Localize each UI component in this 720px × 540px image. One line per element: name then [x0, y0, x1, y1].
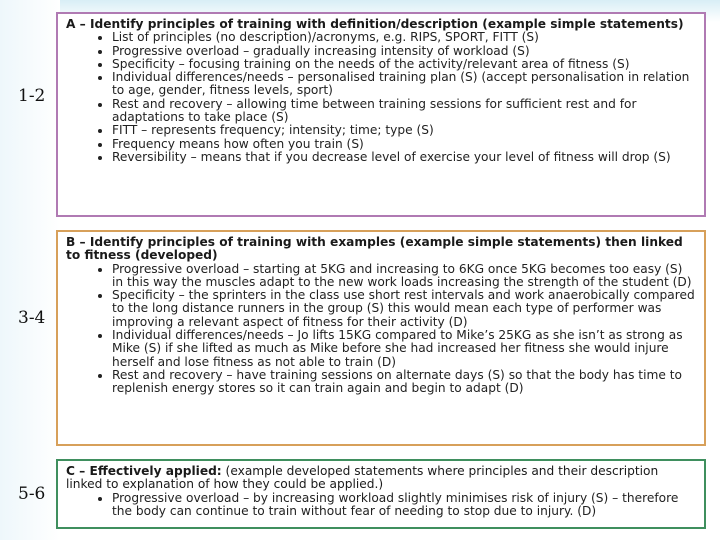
band-a-heading: A – Identify principles of training with definition/description (example simple statements): [66, 17, 684, 31]
list-item: • Individual differences/needs – Jo lifts 15KG compared to Mike’s 25KG as she isn’t as strong as Mike (S) if she lifted as much as Mike before she had increased her fitness she would injure herself and lose fitness as not able to train (D): [112, 329, 696, 369]
list-item: • Progressive overload – gradually increasing intensity of workload (S): [112, 45, 696, 58]
list-item: • Specificity – focusing training on the needs of the activity/relevant area of fitness (S): [112, 58, 696, 71]
list-item: • Rest and recovery – have training sessions on alternate days (S) so that the body has time to replenish energy stores so it can train again and begin to adapt (D): [112, 369, 696, 396]
level-label-3-4: 3-4: [18, 308, 46, 328]
list-item: • Rest and recovery – allowing time between training sessions for sufficient rest and for adaptations to take place (S): [112, 98, 696, 125]
level-label-5-6: 5-6: [18, 484, 46, 504]
band-c-heading-bold: C – Effectively applied:: [66, 464, 222, 478]
band-c-list: [66, 492, 696, 519]
band-a-box: [56, 12, 706, 217]
band-c-box: [56, 459, 706, 529]
band-c-heading: [66, 465, 696, 492]
list-item: • FITT – represents frequency; intensity; time; type (S): [112, 124, 696, 137]
level-label-1-2: 1-2: [18, 86, 46, 106]
list-item: • List of principles (no description)/acronyms, e.g. RIPS, SPORT, FITT (S): [112, 31, 696, 44]
band-b-box: [56, 230, 706, 446]
list-item: • Progressive overload – starting at 5KG and increasing to 6KG once 5KG becomes too easy (S) in this way the muscles adapt to the new work loads increasing the strength of the student (D): [112, 263, 696, 290]
left-decoration: [0, 0, 60, 540]
band-c-heading-note: (example developed statements where principles and their description linked to explanation of how they could be applied.): [66, 464, 659, 492]
list-item: • Progressive overload – by increasing workload slightly minimises risk of injury (S) – therefore the body can continue to train without fear of needing to stop due to injury. (D): [112, 492, 696, 519]
band-b-list: [66, 263, 696, 396]
band-b-heading: B – Identify principles of training with examples (example simple statements) then linked to fitness (developed): [66, 235, 683, 263]
list-item: • Specificity – the sprinters in the class use short rest intervals and work anaerobically compared to the long distance runners in the group (S) this would mean each type of performer was improving a relevant aspect of fitness for their activity (D): [112, 289, 696, 329]
band-a-list: [66, 31, 696, 164]
list-item: • Reversibility – means that if you decrease level of exercise your level of fitness will drop (S): [112, 151, 696, 164]
list-item: • Individual differences/needs – personalised training plan (S) (accept personalisation in relation to age, gender, fitness levels, sport): [112, 71, 696, 98]
list-item: • Frequency means how often you train (S): [112, 138, 696, 151]
